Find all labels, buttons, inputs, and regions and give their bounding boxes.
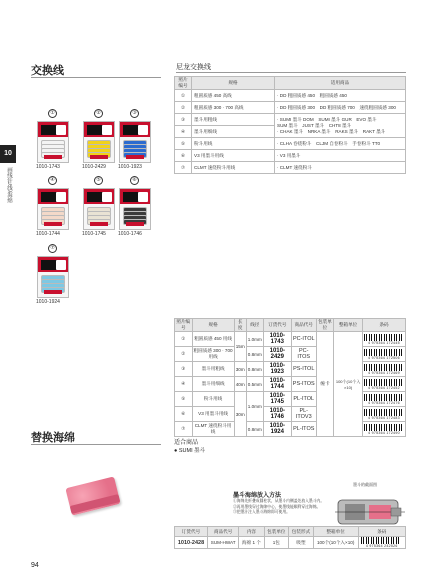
order-cell-diam: 0.5mm xyxy=(246,377,263,392)
compat-cell-apply: · CLHA 卷绕粉斗 CLJM 自卷粉斗 手卷粉斗 TT0 xyxy=(275,138,406,150)
sponge-order-table xyxy=(174,526,406,549)
barcode xyxy=(364,394,404,401)
section-divider xyxy=(31,77,161,78)
compat-cell-apply: · DD 粗圆质感 450 粗圆质感 450 xyxy=(275,90,406,102)
compat-cell-no: ① xyxy=(175,90,192,102)
compat-cell-apply: · SUMI 墨斗 DOM SUMI 墨斗 GUR EVO 墨斗 SUM 墨斗 JUST 墨斗 CHT8 墨斗 · CHAK 墨斗 NRKA 墨斗 RAKS 墨斗 RAKT 墨斗 xyxy=(275,114,406,138)
order-barcode-cell xyxy=(362,347,405,362)
applicable-title: 适合商品 xyxy=(174,440,199,446)
order-header: 照片编号 xyxy=(176,319,191,330)
product-code-label: 1010-1744 xyxy=(36,231,60,237)
compat-cell-spec: 墨斗用粗线 xyxy=(192,114,275,126)
sponge-header: 内容 xyxy=(239,527,264,537)
product-number-badge: ③ xyxy=(130,109,139,118)
order-cell-code: 1010-1746 xyxy=(263,407,291,422)
chapter-tab-label: 画线针/线/海绵 xyxy=(6,167,12,204)
order-cell-length: 15m xyxy=(234,332,246,362)
sponge-header: 条码 xyxy=(358,527,406,537)
install-steps: ①海绵先折叠成圆柱状，从墨斗内侧盖处放入墨斗内。 ②再用墨线穿过海绵中心，使墨线能顺利穿过海绵。 ③把墨汁注入墨斗海绵即可使用。 xyxy=(233,499,325,514)
order-cell-diam: 0.8mm xyxy=(246,422,263,437)
order-barcode-cell xyxy=(362,407,405,422)
order-cell-no: ② xyxy=(175,347,193,362)
order-cell-model: PL-ITOV3 xyxy=(291,407,316,422)
diagram-caption: 墨斗的截面图 xyxy=(353,482,377,487)
section-divider xyxy=(31,444,161,445)
barcode-number: 4 975364 172452 xyxy=(368,385,400,390)
barcode xyxy=(364,424,404,431)
product-card-image xyxy=(37,121,69,163)
tajima-logo xyxy=(90,222,108,226)
compat-cell-no: ③ xyxy=(175,114,192,126)
order-header: 条码 xyxy=(362,319,405,332)
compat-row xyxy=(175,150,406,162)
order-cell-diam: 0.8mm xyxy=(246,347,263,362)
product-card-image xyxy=(119,188,151,230)
order-cell-model: PC-ITOS xyxy=(291,347,316,362)
order-cell-spec: 粗圆质感 450 用线 xyxy=(192,332,234,347)
sponge-header: 订货代号 xyxy=(175,527,208,537)
install-title: 墨斗海绵放入方法 xyxy=(233,493,282,499)
sponge-model: SUM-HWAT xyxy=(208,537,239,549)
order-cell-no: ⑤ xyxy=(175,392,193,407)
order-cell-length: 40m xyxy=(234,377,246,392)
sponge-header: 商品代号 xyxy=(208,527,239,537)
compat-cell-no: ⑤ xyxy=(175,138,192,150)
order-cell-spec: 墨斗用粗线 xyxy=(192,362,234,377)
order-header: 包装单位 xyxy=(318,319,332,330)
order-cell-no: ⑥ xyxy=(175,407,193,422)
compat-cell-no: ④ xyxy=(175,126,192,138)
sponge-header: 整箱单位 xyxy=(313,527,358,537)
product-code-label: 1010-1743 xyxy=(36,164,60,170)
order-case-unit: 100个(10个入×10) xyxy=(334,332,363,437)
product-number-badge: ⑤ xyxy=(94,176,103,185)
compat-row xyxy=(175,138,406,150)
order-cell-no: ① xyxy=(175,332,193,347)
page-number: 94 xyxy=(31,562,39,569)
order-barcode-cell xyxy=(362,377,405,392)
order-cell-spec: CLMT 速绕粉斗用线 xyxy=(192,422,234,437)
sponge-content: 海绵 1 个 xyxy=(239,537,264,549)
sponge-header: 包装形式 xyxy=(289,527,314,537)
product-code-label: 1010-1924 xyxy=(36,299,60,305)
compat-cell-apply: · V3 用墨斗 xyxy=(275,150,406,162)
order-cell-model: PL-ITOL xyxy=(291,392,316,407)
order-cell-length: 30m xyxy=(234,362,246,377)
order-cell-code: 1010-1745 xyxy=(263,392,291,407)
order-header: 长度 xyxy=(234,319,246,332)
barcode-number: 4 975364 172490 xyxy=(368,430,400,435)
product-number-badge: ⑥ xyxy=(130,176,139,185)
tajima-logo xyxy=(126,222,144,226)
compat-header-no: 照片编号 xyxy=(175,77,192,90)
barcode xyxy=(361,537,401,544)
compat-cell-spec: 墨斗用细线 xyxy=(192,126,275,138)
order-header: 规格 xyxy=(192,319,234,332)
product-card-image xyxy=(37,256,69,298)
section-title-sponge: 替换海绵 xyxy=(31,432,75,444)
compat-cell-apply: · CLMT 速绕粉斗 xyxy=(275,162,406,174)
order-cell-spec: 粉斗用线 xyxy=(192,392,234,407)
compat-header-spec: 规格 xyxy=(192,77,275,90)
tajima-logo xyxy=(44,155,62,159)
compat-table xyxy=(174,76,406,174)
order-cell-length: 30m xyxy=(234,392,246,437)
compat-row xyxy=(175,114,406,126)
product-number-badge: ① xyxy=(48,109,57,118)
product-number-badge: ⑦ xyxy=(48,244,57,253)
sponge-header: 包装单位 xyxy=(264,527,289,537)
compat-cell-spec: 粗圆质感 450 高线 xyxy=(192,90,275,102)
order-cell-no: ⑦ xyxy=(175,422,193,437)
order-cell-model: PS-ITOS xyxy=(291,377,316,392)
order-cell-spec: V3 用墨斗用线 xyxy=(192,407,234,422)
barcode-number: 4 975364 172483 xyxy=(368,415,400,420)
barcode-number: 4 975364 242526 xyxy=(365,544,398,548)
order-cell-spec: 粗圆质感 300 · 700 用线 xyxy=(192,347,234,362)
compat-cell-no: ⑥ xyxy=(175,150,192,162)
barcode xyxy=(364,334,404,341)
sponge-unit: 1包 xyxy=(264,537,289,549)
order-row xyxy=(175,407,406,422)
product-number-badge: ② xyxy=(94,109,103,118)
tajima-logo xyxy=(90,155,108,159)
tajima-logo xyxy=(44,222,62,226)
section-title-swap-line: 交换线 xyxy=(31,65,64,77)
product-card-image xyxy=(119,121,151,163)
product-card-image xyxy=(83,188,115,230)
order-cell-code: 1010-1924 xyxy=(263,422,291,437)
product-card-image xyxy=(83,121,115,163)
compat-cell-no: ② xyxy=(175,102,192,114)
order-cell-no: ④ xyxy=(175,377,193,392)
order-cell-code: 1010-1923 xyxy=(263,362,291,377)
compat-header-apply: 适用商品 xyxy=(275,77,406,90)
order-pack-unit: 缠卡 xyxy=(316,332,334,437)
barcode xyxy=(364,349,404,356)
product-card-image xyxy=(37,188,69,230)
barcode xyxy=(364,364,404,371)
order-cell-model: PC-ITOL xyxy=(291,332,316,347)
sponge-form: 吸塑 xyxy=(289,537,314,549)
compat-cell-no: ⑦ xyxy=(175,162,192,174)
order-cell-code: 1010-1743 xyxy=(263,332,291,347)
subsection-title: 尼龙交换线 xyxy=(176,64,211,71)
order-cell-diam: 0.8mm xyxy=(246,362,263,377)
order-cell-spec: 墨斗用细线 xyxy=(192,377,234,392)
barcode xyxy=(364,379,404,386)
chapter-tab: 10 xyxy=(0,145,16,163)
product-code-label: 1010-1923 xyxy=(118,164,142,170)
sponge-code: 1010-2428 xyxy=(175,537,208,549)
order-header: 订货代号 xyxy=(263,319,291,332)
order-cell-code: 1010-1744 xyxy=(263,377,291,392)
barcode-number: 4 975364 172469 xyxy=(368,370,400,375)
order-row xyxy=(175,362,406,377)
order-barcode-cell xyxy=(362,362,405,377)
compat-cell-spec: 粉斗用线 xyxy=(192,138,275,150)
product-code-label: 1010-2429 xyxy=(82,164,106,170)
order-cell-code: 1010-2429 xyxy=(263,347,291,362)
order-row xyxy=(175,347,406,362)
product-code-label: 1010-1746 xyxy=(118,231,142,237)
sponge-case: 100个(10个入×10) xyxy=(313,537,358,549)
sponge-barcode-cell xyxy=(358,537,406,549)
compat-row xyxy=(175,162,406,174)
order-row xyxy=(175,332,406,347)
subsection-divider xyxy=(176,72,406,73)
order-barcode-cell xyxy=(362,422,405,437)
applicable-item: ● SUMI 墨斗 xyxy=(174,448,206,454)
order-row xyxy=(175,422,406,437)
barcode-number: 4 975364 172506 xyxy=(368,355,400,360)
order-cell-no: ③ xyxy=(175,362,193,377)
tajima-logo xyxy=(126,155,144,159)
order-cell-model: PS-ITOL xyxy=(291,362,316,377)
compat-cell-spec: V3 用墨斗用线 xyxy=(192,150,275,162)
product-code-label: 1010-1745 xyxy=(82,231,106,237)
barcode-number: 4 975364 172445 xyxy=(368,340,400,345)
product-number-badge: ④ xyxy=(48,176,57,185)
order-cell-diam: 1.0mm xyxy=(246,332,263,347)
order-header: 整箱单位 xyxy=(334,319,363,332)
order-header: 线径 xyxy=(246,319,263,332)
order-barcode-cell xyxy=(362,332,405,347)
compat-cell-apply: · DD 粗圆质感 300 DD 粗圆质感 700 速绕粗圆质感 300 xyxy=(275,102,406,114)
tajima-logo xyxy=(44,290,62,294)
order-row xyxy=(175,392,406,407)
order-table xyxy=(174,318,406,437)
barcode-number: 4 975364 172476 xyxy=(368,400,400,405)
order-cell-model: PL-ITOS xyxy=(291,422,316,437)
compat-cell-spec: 粗圆质感 300 · 700 高线 xyxy=(192,102,275,114)
order-barcode-cell xyxy=(362,392,405,407)
barcode xyxy=(364,409,404,416)
order-header: 商品代号 xyxy=(291,319,316,332)
compat-row xyxy=(175,102,406,114)
compat-cell-spec: CLMT 速绕粉斗用线 xyxy=(192,162,275,174)
order-cell-diam: 1.0mm xyxy=(246,392,263,422)
order-row xyxy=(175,377,406,392)
compat-row xyxy=(175,90,406,102)
